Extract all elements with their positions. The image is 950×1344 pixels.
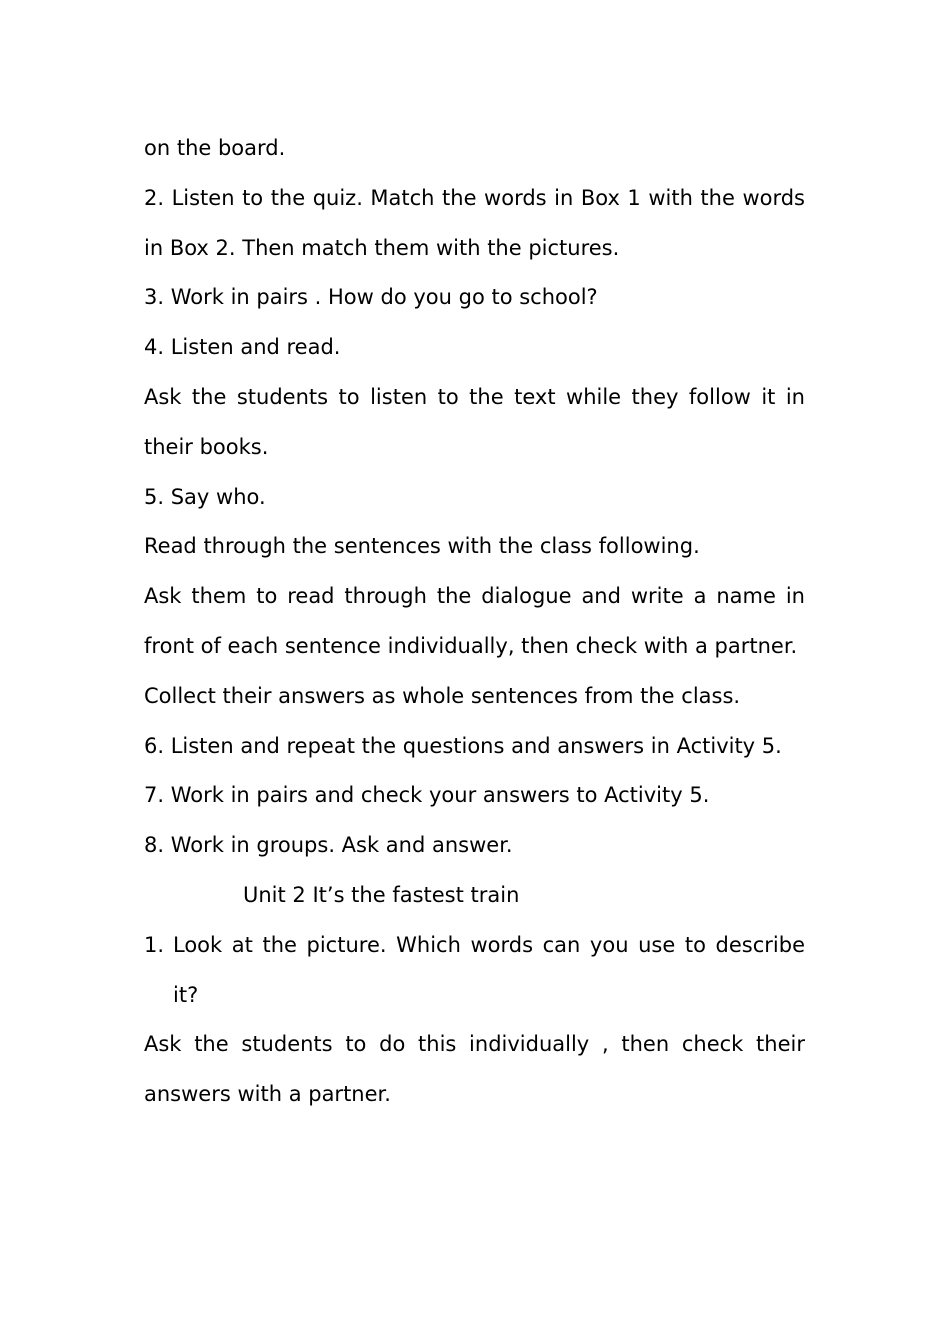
- paragraph: 5. Say who.: [144, 484, 266, 509]
- paragraph: 4. Listen and read.: [144, 335, 341, 360]
- unit-heading: Unit 2 It’s the fastest train: [243, 882, 520, 907]
- list-item-text: Look at the picture. Which words can you use to describe it?: [173, 932, 805, 1007]
- paragraph: on the board.: [144, 136, 286, 160]
- paragraph: Read through the sentences with the class following.: [144, 534, 700, 559]
- closing-paragraph: Ask the students to do this individually , then check their answers with a partner.: [144, 1032, 805, 1107]
- numbered-list-item: [144, 921, 805, 1021]
- paragraph: 7. Work in pairs and check your answers to Activity 5.: [144, 783, 710, 808]
- paragraph: Collect their answers as whole sentences from the class.: [144, 683, 741, 708]
- paragraph: 6. Listen and repeat the questions and answers in Activity 5.: [144, 733, 782, 758]
- paragraph: Ask the students to listen to the text while they follow it in their books.: [144, 384, 805, 459]
- list-item-number: 1.: [144, 932, 165, 957]
- paragraph: 8. Work in groups. Ask and answer.: [144, 833, 513, 858]
- paragraph: Ask them to read through the dialogue and write a name in front of each sentence individually, then check with a partner.: [144, 584, 805, 658]
- paragraph: 3. Work in pairs . How do you go to school?: [144, 285, 598, 310]
- document-page: [144, 124, 805, 1120]
- paragraph: 2. Listen to the quiz. Match the words in Box 1 with the words in Box 2. Then match them with the pictures.: [144, 185, 805, 260]
